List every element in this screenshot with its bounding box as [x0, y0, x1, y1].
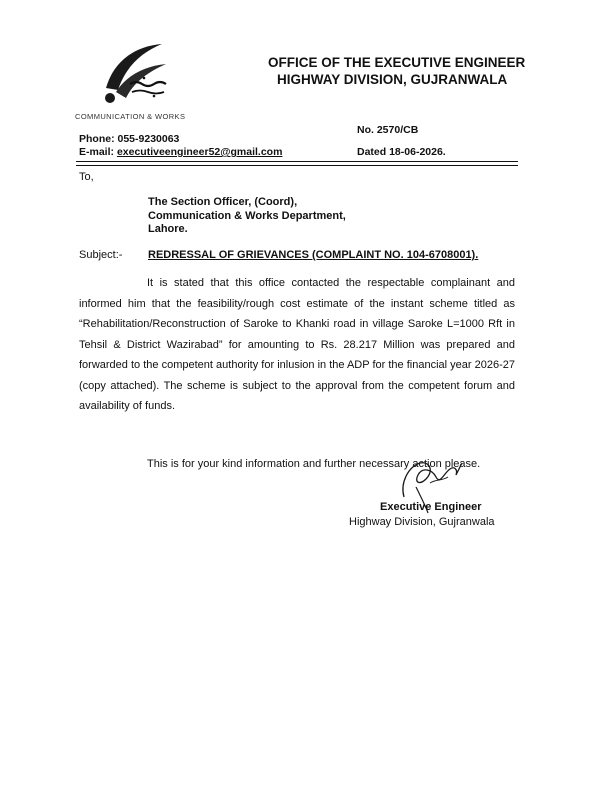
signatory-office: Highway Division, Gujranwala [349, 516, 495, 528]
email-line [79, 146, 282, 158]
office-title-line-2: HIGHWAY DIVISION, GUJRANWALA [277, 72, 508, 87]
addressee-line: The Section Officer, (Coord), [148, 196, 298, 208]
addressee-line: Lahore. [148, 223, 188, 235]
subject-text: REDRESSAL OF GRIEVANCES (COMPLAINT NO. 104-6708001). [148, 249, 479, 261]
header-divider-thin [76, 165, 518, 166]
signatory-title: Executive Engineer [380, 501, 482, 513]
addressee-block [148, 196, 346, 237]
header-divider-thick [76, 161, 518, 162]
addressee-line: Communication & Works Department, [148, 209, 346, 222]
letter-date: Dated 18-06-2026. [357, 146, 446, 158]
office-title [268, 54, 525, 88]
logo-caption: COMMUNICATION & WORKS [75, 112, 186, 121]
body-paragraph: It is stated that this office contacted the respectable complainant and informed him that the feasibility/rough cost estimate of the instant scheme titled as “Rehabilitation/Reconstruction of Saroke to Khanki road in village Saroke L=1000 Rft in Tehsil & District Wazirabad” for amounting to Rs. 28.217 Million was prepared and forwarded to the competent authority for inlusion in the ADP for the financial year 2026-27 (copy attached). The scheme is subject to the approval from the competent forum and availability of funds. [79, 277, 515, 412]
office-title-line-1: OFFICE OF THE EXECUTIVE ENGINEER [268, 55, 526, 70]
department-logo [96, 40, 176, 108]
salutation-to: To, [79, 171, 94, 183]
reference-number: No. 2570/CB [357, 124, 419, 136]
phone-number: Phone: 055-9230063 [79, 133, 180, 145]
email-label: E-mail: [79, 146, 115, 158]
subject-label: Subject:- [79, 249, 123, 261]
closing-line: This is for your kind information and further necessary action please. [147, 458, 481, 470]
email-address-link[interactable]: executiveengineer52@gmail.com [116, 146, 283, 158]
